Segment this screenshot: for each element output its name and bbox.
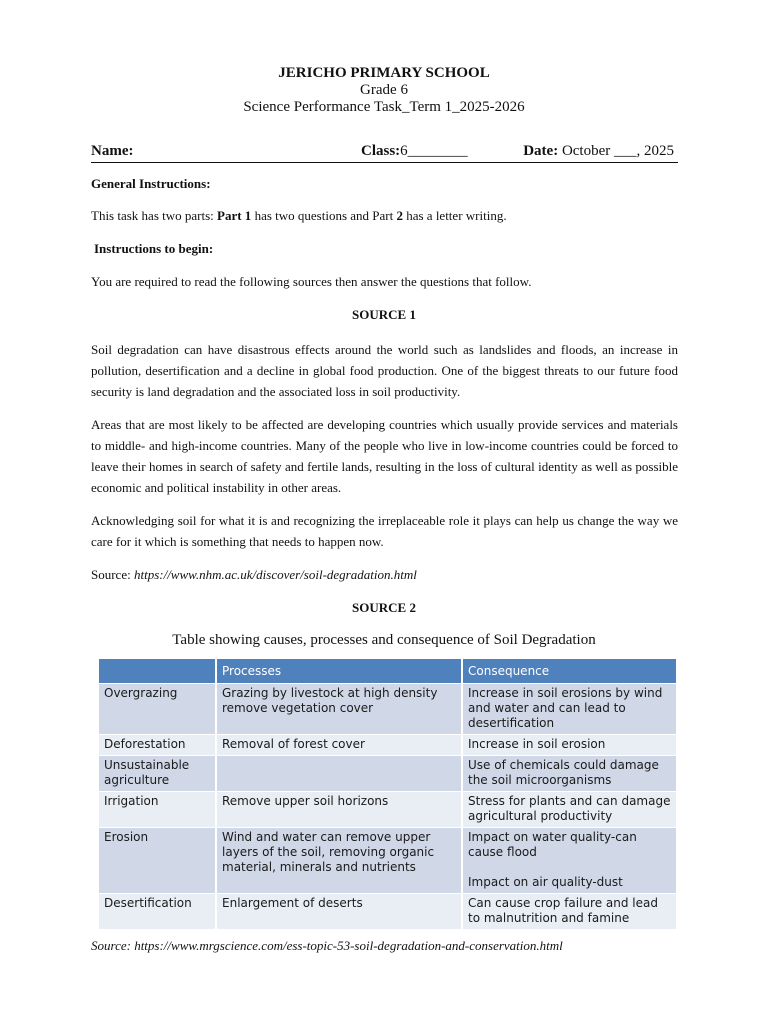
- cause-cell: Erosion: [99, 828, 216, 894]
- cause-cell: Overgrazing: [99, 684, 216, 735]
- process-cell: Enlargement of deserts: [216, 894, 462, 930]
- consequence-line: Impact on water quality-can cause flood: [468, 830, 637, 859]
- task-title: Science Performance Task_Term 1_2025-2026: [243, 99, 525, 115]
- date-field: [523, 143, 674, 160]
- general-instructions-heading: General Instructions:: [91, 176, 211, 191]
- table-row: [99, 894, 677, 930]
- cause-cell: Irrigation: [99, 792, 216, 828]
- cause-cell: Unsustainable agriculture: [99, 756, 216, 792]
- source1-url: https://www.nhm.ac.uk/discover/soil-degradation.html: [133, 567, 417, 582]
- class-field: [361, 143, 468, 160]
- source1-paragraph-2: Areas that are most likely to be affected are developing countries which usually provide services and materials to middle- and high-income countries. Many of the people who live in low-income countries could be forced to leave their homes in search of safety and fertile lands, resulting in the loss of cultural identity as well as possible economic and political instability in other areas.: [91, 417, 678, 495]
- class-label: Class:: [361, 143, 401, 159]
- consequence-cell: Use of chemicals could damage the soil microorganisms: [462, 756, 677, 792]
- table-caption: Table showing causes, processes and consequence of Soil Degradation: [172, 632, 596, 648]
- consequence-line: Impact on air quality-dust: [468, 875, 623, 889]
- general-instructions-text: This task has two parts: Part 1 has two questions and Part 2 has a letter writing.: [91, 208, 507, 223]
- consequence-cell: Can cause crop failure and lead to malnutrition and famine: [462, 894, 677, 930]
- source1-paragraph-1: Soil degradation can have disastrous effects around the world such as landslides and floods, an increase in pollution, desertification and a decline in global food production. One of the biggest threats to our future food security is land degradation and the associated loss in soil productivity.: [91, 342, 678, 399]
- source2-heading: SOURCE 2: [352, 600, 416, 615]
- process-cell: Grazing by livestock at high density remove vegetation cover: [216, 684, 462, 735]
- instructions-begin-heading: Instructions to begin:: [94, 241, 214, 256]
- cause-cell: Desertification: [99, 894, 216, 930]
- source1-citation: Source: https://www.nhm.ac.uk/discover/soil-degradation.html: [91, 567, 417, 582]
- source2-citation: Source: https://www.mrgscience.com/ess-topic-53-soil-degradation-and-conservation.html: [91, 938, 563, 953]
- grade-label: Grade 6: [360, 82, 408, 98]
- consequence-cell: Increase in soil erosion: [462, 735, 677, 756]
- source1-paragraph-3: Acknowledging soil for what it is and recognizing the irreplaceable role it plays can help us change the way we care for it which is something that needs to happen now.: [91, 513, 678, 549]
- instructions-begin-text: You are required to read the following sources then answer the questions that follow.: [91, 274, 532, 289]
- process-cell: Wind and water can remove upper layers of the soil, removing organic material, minerals and nutrients: [216, 828, 462, 894]
- school-name: JERICHO PRIMARY SCHOOL: [278, 65, 490, 81]
- class-value: 6________: [400, 143, 468, 159]
- header-cause: [99, 659, 216, 684]
- consequence-cell: Increase in soil erosions by wind and water and can lead to desertification: [462, 684, 677, 735]
- soil-degradation-table: [99, 659, 678, 929]
- cause-cell: Deforestation: [99, 735, 216, 756]
- student-info-row: [91, 143, 678, 163]
- table-header-row: [99, 659, 677, 684]
- header-consequence: Consequence: [462, 659, 677, 684]
- process-cell: Remove upper soil horizons: [216, 792, 462, 828]
- consequence-cell: Stress for plants and can damage agricultural productivity: [462, 792, 677, 828]
- table-row: [99, 756, 677, 792]
- process-cell: [216, 756, 462, 792]
- process-cell: Removal of forest cover: [216, 735, 462, 756]
- name-label: Name:: [91, 143, 134, 159]
- date-label: Date:: [523, 143, 559, 159]
- consequence-cell: [462, 828, 677, 894]
- header-processes: Processes: [216, 659, 462, 684]
- table-row: [99, 735, 677, 756]
- table-row: [99, 792, 677, 828]
- date-value: October ___, 2025: [561, 143, 674, 159]
- table-row: [99, 684, 677, 735]
- table-row: [99, 828, 677, 894]
- source1-heading: SOURCE 1: [352, 307, 416, 322]
